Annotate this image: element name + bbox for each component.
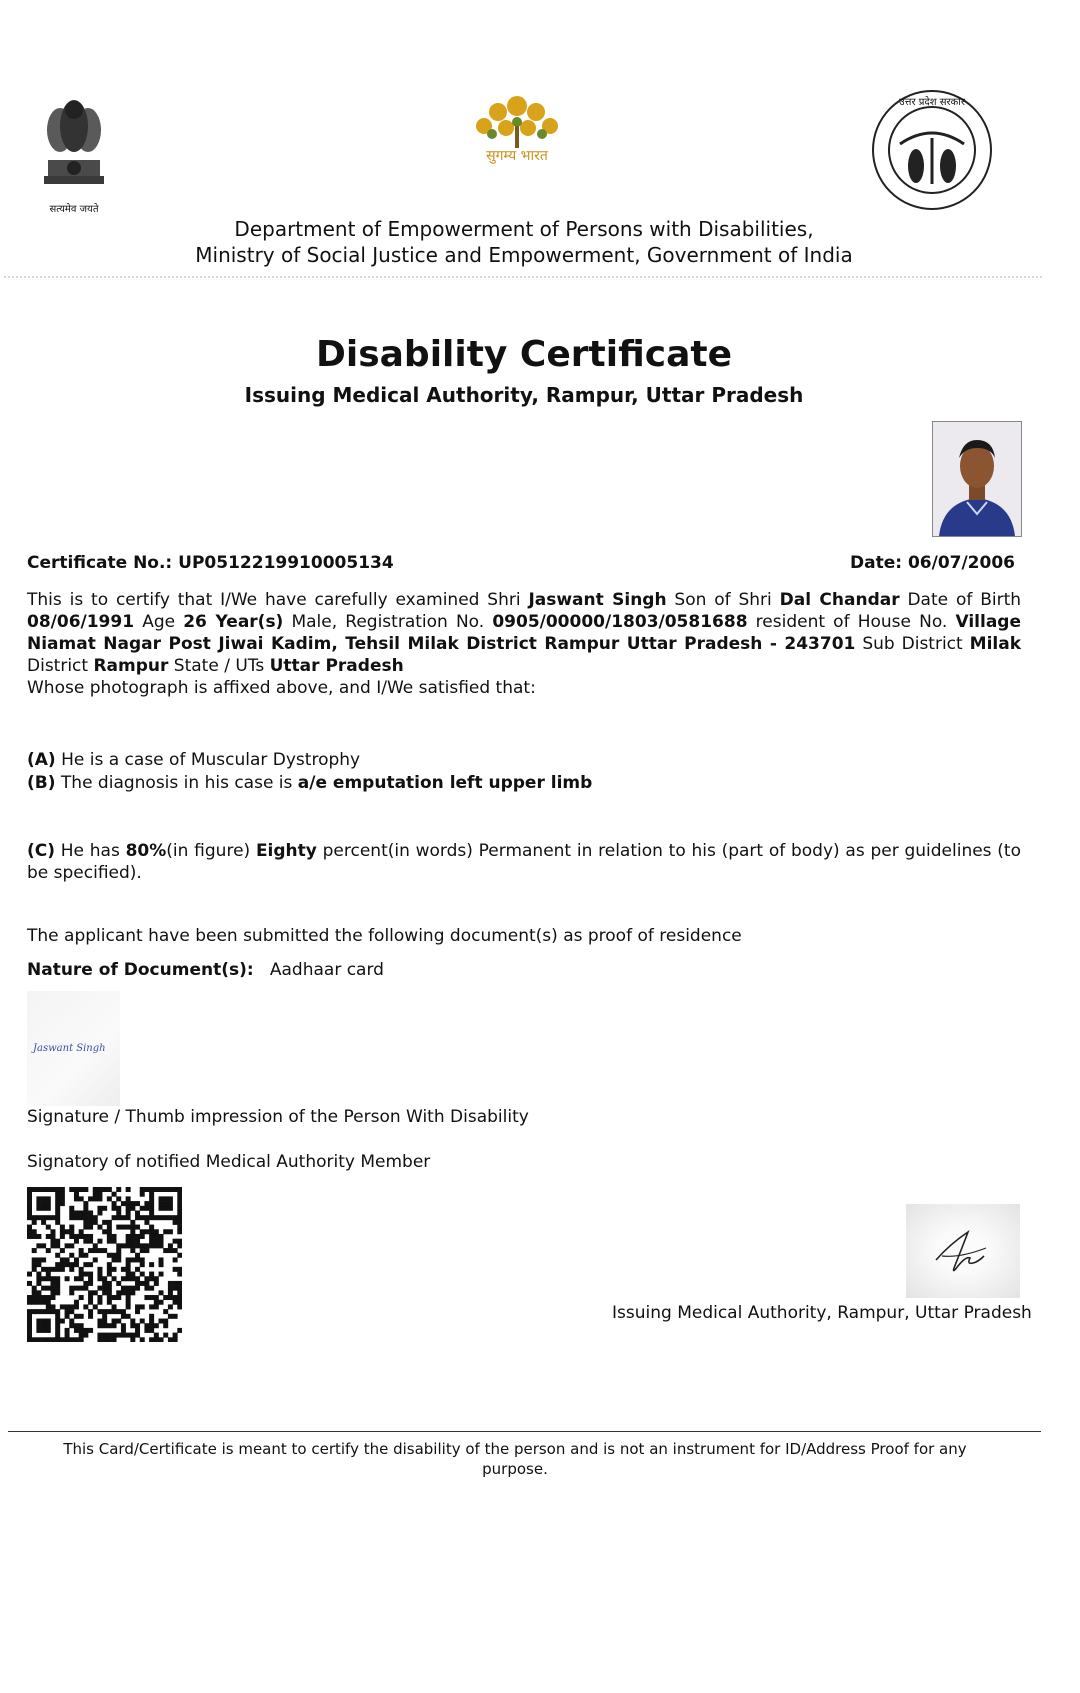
applicant-signature-caption: Signature / Thumb impression of the Person With Disability [27, 1107, 529, 1127]
nature-of-document [27, 960, 384, 980]
disability-percent: 80% [125, 841, 167, 861]
certificate-number: UP0512219910005134 [178, 553, 394, 573]
body-text: Date of Birth [899, 590, 1022, 610]
up-government-seal [870, 88, 994, 212]
district: Rampur [93, 656, 169, 676]
signatory-caption: Signatory of notified Medical Authority Member [27, 1152, 431, 1172]
sugamya-bharat-logo [462, 88, 572, 184]
applicant-photo [932, 421, 1022, 537]
body-text: State / UTs [168, 656, 270, 676]
qr-code [27, 1187, 182, 1342]
item-c [27, 840, 1021, 884]
body-text: Age [134, 612, 184, 632]
item-c-text: percent(in words) Permanent in relation to his (part of body) as per guidelines (to be specified). [27, 841, 1021, 883]
state: Uttar Pradesh [269, 656, 404, 676]
department-line-2: Ministry of Social Justice and Empowerment, Government of India [195, 243, 853, 267]
body-text: Male, Registration No. [283, 612, 493, 632]
nature-of-document-value: Aadhaar card [269, 960, 384, 980]
item-a-text: He is a case of Muscular Dystrophy [55, 750, 361, 770]
body-text: This is to certify that I/We have carefully examined Shri [27, 590, 529, 610]
disability-percent-words: Eighty [255, 841, 317, 861]
certificate-date-group [850, 553, 1015, 573]
certificate-number-label: Certificate No.: [27, 553, 173, 573]
national-emblem-logo [36, 90, 112, 215]
department-line-1: Department of Empowerment of Persons with Disabilities, [234, 217, 814, 241]
sub-district: Milak [969, 634, 1022, 654]
age: 26 Year(s) [183, 612, 284, 632]
nature-of-document-label: Nature of Document(s): [27, 960, 254, 980]
department-header [0, 216, 1048, 268]
item-c-label: (C) [27, 841, 56, 861]
date-of-birth: 08/06/1991 [27, 612, 135, 632]
header-divider [4, 276, 1042, 278]
item-b [27, 773, 592, 793]
diagnosis: a/e emputation left upper limb [297, 773, 593, 793]
item-c-text: He has [55, 841, 126, 861]
seal-text: उत्तर प्रदेश सरकार [899, 97, 965, 108]
certificate-date: 06/07/2006 [907, 553, 1015, 573]
item-b-label: (B) [27, 773, 56, 793]
body-text: District [27, 656, 94, 676]
emblem-motto: सत्यमेव जयते [49, 204, 99, 215]
center-logo-text: सुगम्य भारत [486, 148, 548, 164]
body-text: Sub District [855, 634, 970, 654]
certification-paragraph [27, 589, 1021, 699]
applicant-name: Jaswant Singh [528, 590, 667, 610]
footer-divider [8, 1431, 1041, 1432]
body-text: Son of Shri [666, 590, 780, 610]
father-name: Dal Chandar [779, 590, 900, 610]
applicant-signature: Jaswant Singh [33, 1043, 106, 1054]
certificate-info-row [27, 553, 1015, 573]
registration-number: 0905/00000/1803/0581688 [492, 612, 748, 632]
page-title: Disability Certificate [315, 334, 733, 375]
item-a [27, 750, 360, 770]
photograph-statement: Whose photograph is affixed above, and I/We satisfied that: [27, 678, 536, 698]
item-c-text: (in figure) [166, 841, 256, 861]
certificate-date-label: Date: [849, 553, 903, 573]
page-subtitle: Issuing Medical Authority, Rampur, Uttar Pradesh [244, 383, 804, 407]
item-b-text: The diagnosis in his case is [55, 773, 298, 793]
body-text: resident of House No. [747, 612, 956, 632]
footer-disclaimer: This Card/Certificate is meant to certify the disability of the person and is not an instrument for ID/Address Proof for any purpose. [63, 1440, 967, 1478]
issuing-authority-caption: Issuing Medical Authority, Rampur, Uttar Pradesh [612, 1303, 1032, 1323]
residence-statement: The applicant have been submitted the following document(s) as proof of residence [27, 926, 742, 946]
item-a-label: (A) [27, 750, 56, 770]
authority-signature-image [906, 1204, 1020, 1298]
applicant-signature-image [27, 991, 120, 1106]
address: Village Niamat Nagar Post Jiwai Kadim, Tehsil Milak District Rampur Uttar Pradesh - 243701 [27, 612, 1021, 654]
